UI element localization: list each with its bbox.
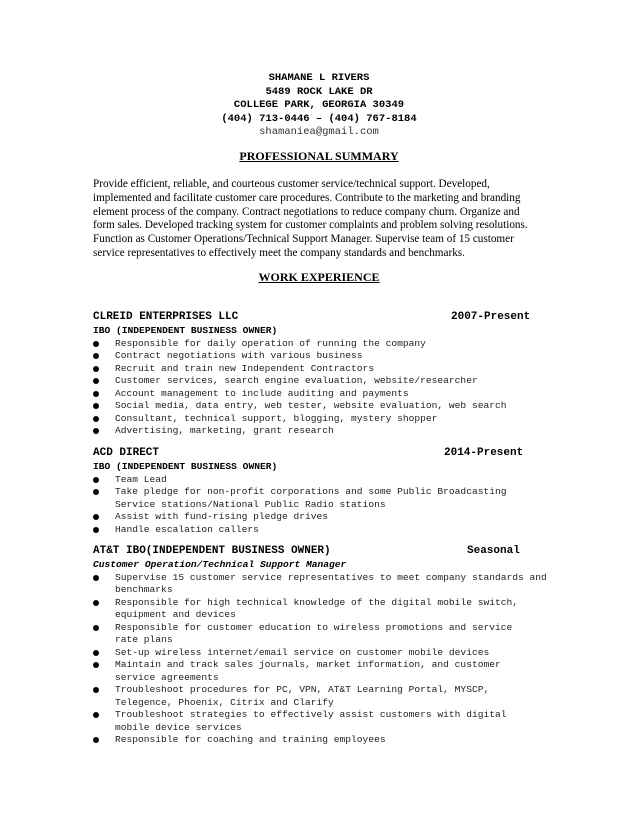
company-name: ACD DIRECT <box>93 447 160 459</box>
list-item: Set-up wireless internet/email service on customer mobile devices <box>93 647 623 660</box>
list-item: Take pledge for non-profit corporations and some Public Broadcasting Service stations/National Public Radio stations <box>93 486 623 511</box>
job-header <box>93 311 623 325</box>
list-item: Maintain and track sales journals, market information, and customer service agreements <box>93 659 623 684</box>
job-header <box>93 545 623 559</box>
job-entry-clreid <box>93 311 623 438</box>
bullet-icon <box>93 600 99 606</box>
bullet-icon <box>93 514 99 520</box>
bullet-icon <box>93 391 99 397</box>
bullet-icon <box>93 477 99 483</box>
list-item: Team Lead <box>93 474 623 487</box>
bullet-icon <box>93 378 99 384</box>
list-item: Responsible for daily operation of running the company <box>93 338 623 351</box>
bullet-icon <box>93 416 99 422</box>
job-header <box>93 447 623 461</box>
professional-summary-text: Provide efficient, reliable, and courteous customer service/technical support. Developed, implemented and facilitate customer care procedures. Contribute to the marketing and branding element process of the company. Contract negotiations to reduce company churn. Organize and form sales. Developed tracking system for customer complaints and problem solving resolutions. Function as Customer Operations/Technical Support Manager. Supervise team of 15 customer service representatives to effectively meet the company standards and benchmarks. <box>93 178 528 259</box>
bullet-icon <box>93 737 99 743</box>
job-duties-list <box>93 474 623 537</box>
applicant-name: SHAMANE L RIVERS <box>268 72 370 84</box>
bullet-icon <box>93 428 99 434</box>
bullet-icon <box>93 341 99 347</box>
bullet-icon <box>93 403 99 409</box>
list-item: Responsible for customer education to wireless promotions and service rate plans <box>93 622 623 647</box>
professional-summary-heading: PROFESSIONAL SUMMARY <box>239 149 399 163</box>
list-item: Supervise 15 customer service representatives to meet company standards and benchmarks <box>93 572 623 597</box>
job-duties-list <box>93 338 623 438</box>
job-role: Customer Operation/Technical Support Manager <box>93 559 347 570</box>
job-period: 2014-Present <box>444 447 524 459</box>
job-period: Seasonal <box>467 545 520 557</box>
job-entry-att <box>93 545 623 747</box>
list-item: Customer services, search engine evaluation, website/researcher <box>93 375 623 388</box>
company-name: CLREID ENTERPRISES LLC <box>93 311 239 323</box>
list-item: Contract negotiations with various business <box>93 350 623 363</box>
list-item: Troubleshoot strategies to effectively assist customers with digital mobile device services <box>93 709 623 734</box>
list-item: Responsible for high technical knowledge of the digital mobile switch, equipment and devices <box>93 597 623 622</box>
list-item: Responsible for coaching and training employees <box>93 734 623 747</box>
list-item: Consultant, technical support, blogging, mystery shopper <box>93 413 623 426</box>
bullet-icon <box>93 489 99 495</box>
job-duties-list <box>93 572 623 747</box>
bullet-icon <box>93 353 99 359</box>
bullet-icon <box>93 662 99 668</box>
list-item: Handle escalation callers <box>93 524 623 537</box>
bullet-icon <box>93 366 99 372</box>
bullet-icon <box>93 650 99 656</box>
address-line-2: COLLEGE PARK, GEORGIA 30349 <box>233 99 405 111</box>
job-period: 2007-Present <box>451 311 531 323</box>
list-item: Assist with fund-rising pledge drives <box>93 511 623 524</box>
phone-numbers: (404) 713-0446 – (404) 767-8184 <box>221 112 417 125</box>
email-address: shamaniea@gmail.com <box>259 126 379 138</box>
list-item: Advertising, marketing, grant research <box>93 425 623 438</box>
work-experience-heading: WORK EXPERIENCE <box>258 270 380 284</box>
resume-header <box>0 72 638 140</box>
job-entry-acd-direct <box>93 447 623 536</box>
bullet-icon <box>93 575 99 581</box>
bullet-icon <box>93 625 99 631</box>
job-role: IBO (INDEPENDENT BUSINESS OWNER) <box>93 461 278 472</box>
job-role: IBO (INDEPENDENT BUSINESS OWNER) <box>93 325 278 336</box>
bullet-icon <box>93 527 99 533</box>
list-item: Recruit and train new Independent Contractors <box>93 363 623 376</box>
company-name: AT&T IBO(INDEPENDENT BUSINESS OWNER) <box>93 545 331 557</box>
bullet-icon <box>93 712 99 718</box>
list-item: Social media, data entry, web tester, website evaluation, web search <box>93 400 623 413</box>
bullet-icon <box>93 687 99 693</box>
list-item: Account management to include auditing and payments <box>93 388 623 401</box>
list-item: Troubleshoot procedures for PC, VPN, AT&T Learning Portal, MYSCP, Telegence, Phoenix, Citrix and Clarify <box>93 684 623 709</box>
address-line-1: 5489 ROCK LAKE DR <box>265 85 373 98</box>
